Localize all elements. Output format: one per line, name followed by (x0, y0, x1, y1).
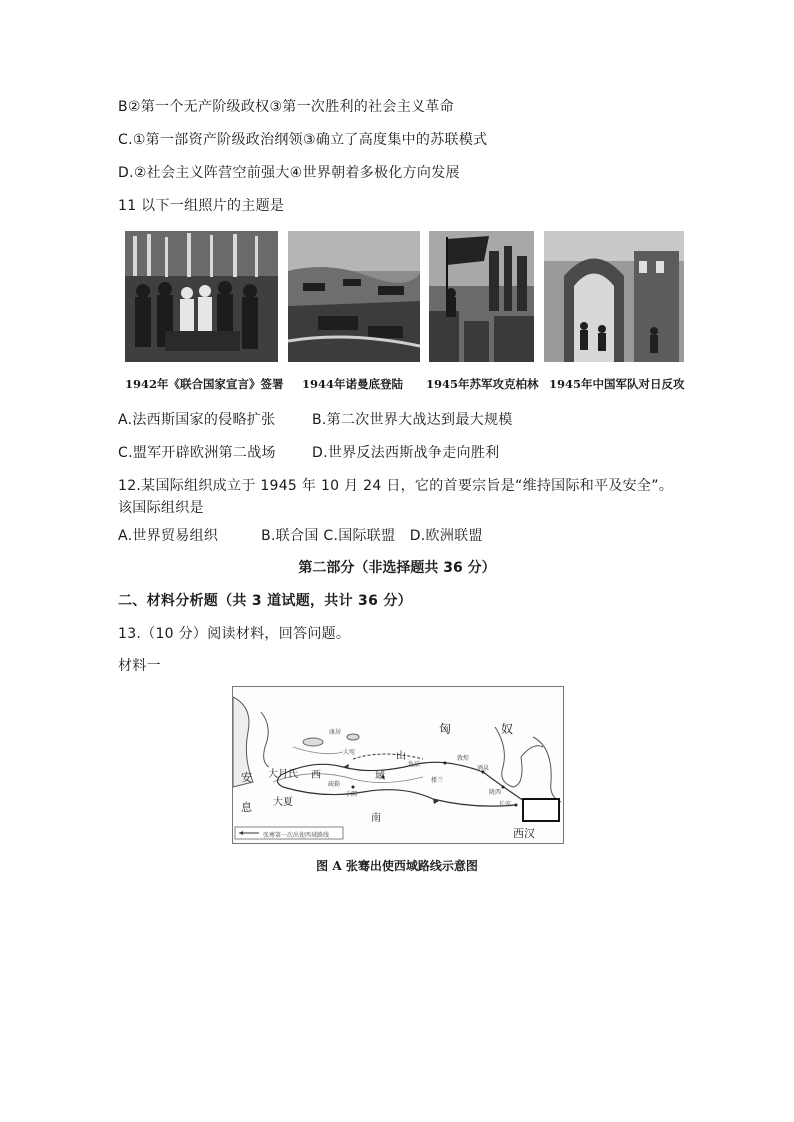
map-label-xihan: 西汉 (513, 827, 535, 840)
q12-stem-line1: 12.某国际组织成立于 1945 年 10 月 24 日，它的首要宗旨是“维持国际和平及安全”。 (118, 478, 674, 494)
map-label-anxi-2: 息 (241, 801, 252, 814)
photo-caption: 1944年诺曼底登陆 (302, 377, 404, 391)
q11-option-d: D.世界反法西斯战争走向胜利 (312, 445, 500, 461)
map-label-jiuquan: 酒泉 (477, 765, 490, 772)
q10-option-c: C.①第一部资产阶级政治纲领③确立了高度集中的苏联模式 (118, 132, 488, 148)
photo-caption: 1942年《联合国家宣言》签署 (125, 377, 284, 391)
map-label-shan: 山 (396, 751, 406, 762)
q11-option-a: A.法西斯国家的侵略扩张 (118, 412, 276, 428)
map-label-yutian: 于阗 (345, 791, 358, 798)
map-label-dunhuang: 敦煌 (457, 755, 470, 762)
photo-normandy-landing (288, 231, 420, 362)
map-label-shule: 疏勒 (328, 781, 341, 788)
q11-option-b: B.第二次世界大战达到最大规模 (312, 412, 513, 428)
q10-option-b: B②第一个无产阶级政权③第一次胜利的社会主义革命 (118, 99, 454, 115)
map-label-longxi: 陇西 (489, 789, 502, 796)
q10-option-d: D.②社会主义阵营空前强大④世界朝着多极化方向发展 (118, 165, 460, 181)
map-legend-label: 张骞第一次出使西域路线 (263, 832, 330, 839)
q11-stem: 11 以下一组照片的主题是 (118, 198, 285, 214)
map-label-changan: 长安 (499, 801, 512, 808)
photo-caption: 1945年苏军攻克柏林 (426, 377, 539, 391)
map-label-daxia: 大夏 (273, 797, 293, 808)
map-caption: 图 A 张骞出使西域路线示意图 (316, 859, 478, 873)
map-label-anxi-1: 安 (241, 771, 252, 784)
map-label-nan: 南 (371, 813, 381, 824)
map-label-yu: 域 (375, 771, 385, 782)
photo-chinese-counteroffensive (544, 231, 684, 362)
map-label-qiuci: 龟兹 (408, 761, 421, 768)
q13-stem: 13.（10 分）阅读材料，回答问题。 (118, 626, 351, 642)
map-label-loulan: 楼兰 (431, 777, 444, 784)
zhang-qian-route-map (232, 686, 564, 844)
photo-caption: 1945年中国军队对日反攻 (549, 377, 685, 391)
q11-option-c: C.盟军开辟欧洲第二战场 (118, 445, 276, 461)
photo-declaration-signing (125, 231, 278, 362)
map-label-dayuan: 大宛 (343, 749, 356, 756)
part2-title: 第二部分（非选择题共 36 分） (298, 560, 496, 576)
map-label-xiongnu-2: 奴 (501, 722, 514, 736)
photo-berlin-capture (429, 231, 534, 362)
map-label-dayuezhi: 大月氏 (268, 769, 298, 780)
material-one-label: 材料一 (118, 658, 161, 674)
q12-stem-line2: 该国际组织是 (118, 500, 204, 516)
map-label-xiongnu-1: 匈 (439, 722, 452, 736)
map-label-xi: 西 (311, 770, 321, 781)
q12-options: A.世界贸易组织 B.联合国 C.国际联盟 D.欧洲联盟 (118, 528, 483, 544)
map-label-kangju: 康居 (329, 729, 342, 736)
section-heading: 二、材料分析题（共 3 道试题，共计 36 分） (118, 593, 412, 609)
